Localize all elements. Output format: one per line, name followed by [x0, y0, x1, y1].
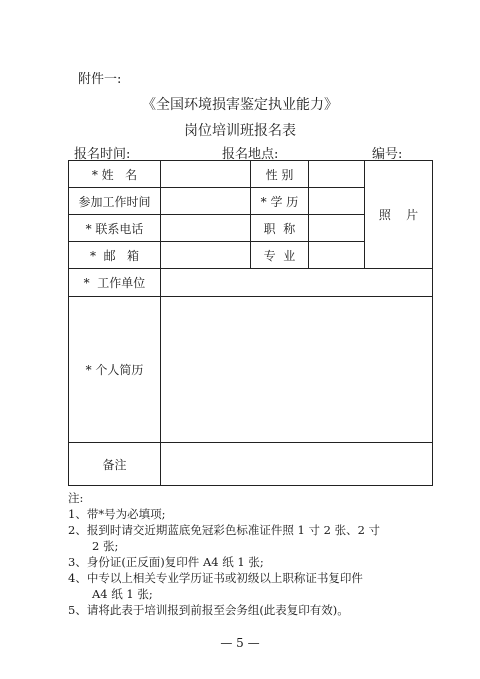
- email-label: * 邮 箱: [69, 242, 161, 269]
- note-item: 4、中专以上相关专业学历证书或初级以上职称证书复印件: [68, 571, 363, 585]
- note-item: 2、报到时请交近期蓝底免冠彩色标准证件照 1 寸 2 张、2 寸: [68, 523, 381, 537]
- remark-label: 备注: [69, 443, 161, 486]
- serial-number-label: 编号:: [372, 147, 403, 162]
- major-label: 专 业: [251, 242, 309, 269]
- attachment-label: 附件一:: [78, 72, 122, 87]
- registration-time-label: 报名时间:: [74, 147, 131, 162]
- form-title: 《全国环境损害鉴定执业能力》: [142, 97, 338, 113]
- note-item-continuation: A4 纸 1 张;: [92, 587, 153, 601]
- work-start-label: 参加工作时间: [69, 188, 161, 215]
- education-field[interactable]: [309, 188, 365, 215]
- notes-section: [68, 490, 428, 618]
- resume-label: * 个人简历: [69, 297, 161, 443]
- note-item-continuation: 2 张;: [92, 539, 119, 553]
- note-item: 1、带*号为必填项;: [68, 507, 166, 521]
- education-label: * 学 历: [251, 188, 309, 215]
- phone-label: * 联系电话: [69, 215, 161, 242]
- phone-field[interactable]: [161, 215, 251, 242]
- title-label: 职 称: [251, 215, 309, 242]
- major-field[interactable]: [309, 242, 365, 269]
- name-field[interactable]: [161, 161, 251, 188]
- photo-box[interactable]: 照 片: [365, 161, 433, 269]
- registration-place-label: 报名地点:: [222, 147, 279, 162]
- email-field[interactable]: [161, 242, 251, 269]
- remark-field[interactable]: [161, 443, 433, 486]
- name-label: * 姓 名: [69, 161, 161, 188]
- notes-heading: 注:: [68, 491, 84, 505]
- registration-form-table: [68, 160, 433, 486]
- gender-label: 性 别: [251, 161, 309, 188]
- note-item: 3、身份证(正反面)复印件 A4 纸 1 张;: [68, 555, 264, 569]
- page-number: — 5 —: [220, 636, 260, 650]
- work-start-field[interactable]: [161, 188, 251, 215]
- gender-field[interactable]: [309, 161, 365, 188]
- form-subtitle: 岗位培训班报名表: [184, 123, 296, 139]
- resume-field[interactable]: [161, 297, 433, 443]
- note-item: 5、请将此表于培训报到前报至会务组(此表复印有效)。: [68, 603, 349, 617]
- employer-field[interactable]: [161, 269, 433, 297]
- title-field[interactable]: [309, 215, 365, 242]
- employer-label: * 工作单位: [69, 269, 161, 297]
